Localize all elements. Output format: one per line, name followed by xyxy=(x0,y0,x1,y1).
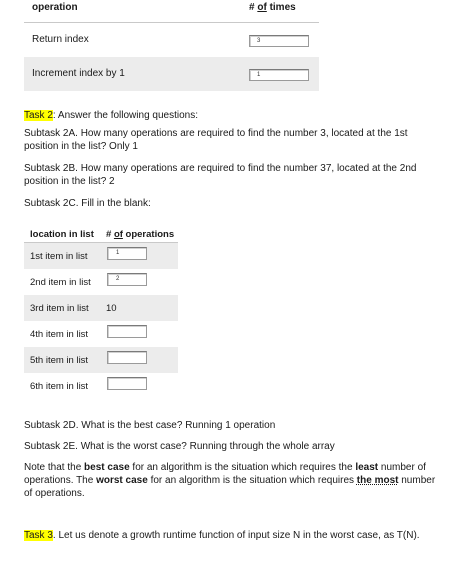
table-row-return-index xyxy=(24,23,319,57)
note-text: for an algorithm is the situation which requires the xyxy=(129,462,356,473)
table-row-6th xyxy=(24,373,178,399)
operations-value-3rd: 10 xyxy=(106,303,117,314)
note-worst-case: worst case xyxy=(96,475,148,486)
row-label: 6th item in list xyxy=(30,381,89,392)
operations-table-header xyxy=(24,0,319,23)
operations-input-2nd[interactable]: 2 xyxy=(107,273,147,286)
note-best-case: best case xyxy=(84,462,130,473)
operations-input-1st[interactable]: 1 xyxy=(107,247,147,260)
table-row-2nd xyxy=(24,269,178,295)
note-text: for an algorithm is the situation which requires xyxy=(147,475,357,486)
row-label: 3rd item in list xyxy=(30,303,89,314)
note-text: Note that the xyxy=(24,462,85,473)
row-label: 1st item in list xyxy=(30,251,88,262)
operations-input-5th[interactable] xyxy=(107,351,147,364)
header-operation: operation xyxy=(32,2,78,13)
note-least: least xyxy=(355,462,379,473)
row-label: Increment index by 1 xyxy=(32,68,125,79)
operations-input-4th[interactable] xyxy=(107,325,147,338)
header-operations: # of operations xyxy=(106,229,175,240)
subtask-2e: Subtask 2E. What is the worst case? Running through the whole array xyxy=(24,441,335,452)
subtask-2a: Subtask 2A. How many operations are required to find the number 3, located at the 1st position in the list? Only 1 xyxy=(24,128,408,152)
subtask-2d: Subtask 2D. What is the best case? Running 1 operation xyxy=(24,420,276,431)
table-row-3rd xyxy=(24,295,178,321)
location-table xyxy=(24,228,178,399)
note-paragraph xyxy=(24,461,444,500)
table-row-increment-index xyxy=(24,57,319,91)
table-row-4th xyxy=(24,321,178,347)
note-text: number of operations. xyxy=(24,475,436,499)
task3-tag: Task 3 xyxy=(24,530,53,541)
task3-paragraph xyxy=(24,529,444,542)
row-label: 5th item in list xyxy=(30,355,89,366)
table-row-1st xyxy=(24,243,178,269)
times-input-return-index[interactable]: 3 xyxy=(249,35,309,47)
times-input-increment-index[interactable]: 1 xyxy=(249,69,309,81)
subtask-2c: Subtask 2C. Fill in the blank: xyxy=(24,198,151,209)
note-the-most: the most xyxy=(356,475,399,486)
task2-heading xyxy=(24,109,444,122)
row-label: Return index xyxy=(32,34,89,45)
operations-input-6th[interactable] xyxy=(107,377,147,390)
subtask-2b: Subtask 2B. How many operations are required to find the number 37, located at the 2nd position in the list? 2 xyxy=(24,163,417,187)
note-text: number of operations. The xyxy=(24,462,426,486)
table-row-5th xyxy=(24,347,178,373)
location-table-header xyxy=(24,228,178,243)
header-location: location in list xyxy=(30,229,94,240)
task3-text: . Let us denote a growth runtime function of input size N in the worst case, as T(N). xyxy=(52,530,420,541)
operations-table xyxy=(24,0,319,91)
header-times: # of times xyxy=(249,2,296,13)
row-label: 2nd item in list xyxy=(30,277,91,288)
task2-text: : Answer the following questions: xyxy=(52,110,198,121)
task2-tag: Task 2 xyxy=(24,110,53,121)
row-label: 4th item in list xyxy=(30,329,89,340)
